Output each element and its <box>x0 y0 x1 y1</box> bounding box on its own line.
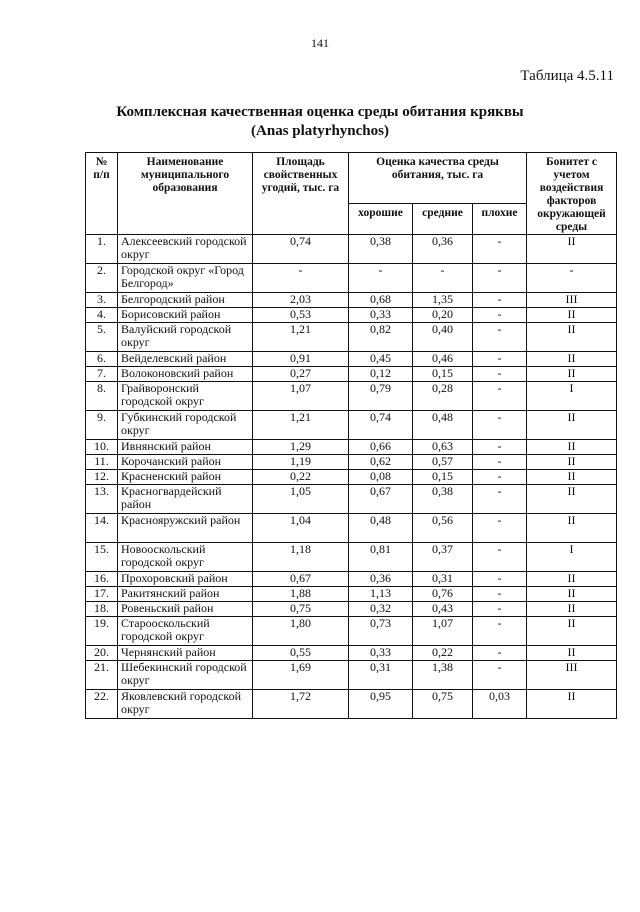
row-good: 0,67 <box>349 485 413 514</box>
row-good: 0,66 <box>349 440 413 455</box>
row-medium: 0,76 <box>413 587 473 602</box>
row-bonitet: III <box>527 661 617 690</box>
row-name: Валуйский городской округ <box>118 323 253 352</box>
row-area: 1,18 <box>253 543 349 572</box>
row-bonitet: II <box>527 235 617 264</box>
row-bad: - <box>473 587 527 602</box>
table-row <box>86 308 617 323</box>
row-bonitet: II <box>527 323 617 352</box>
row-bonitet: I <box>527 382 617 411</box>
row-medium: 0,40 <box>413 323 473 352</box>
row-bad: - <box>473 308 527 323</box>
row-good: 0,36 <box>349 572 413 587</box>
row-good: 0,48 <box>349 514 413 543</box>
row-area: 1,80 <box>253 617 349 646</box>
row-area: 0,67 <box>253 572 349 587</box>
row-name: Красненский район <box>118 470 253 485</box>
row-good: 0,62 <box>349 455 413 470</box>
table-body <box>86 235 617 719</box>
row-name: Ивнянский район <box>118 440 253 455</box>
row-good: 0,38 <box>349 235 413 264</box>
row-bad: - <box>473 646 527 661</box>
table-title <box>0 103 640 141</box>
row-name: Старооскольский городской округ <box>118 617 253 646</box>
row-name: Яковлевский городской округ <box>118 690 253 719</box>
row-bonitet: II <box>527 455 617 470</box>
row-number: 13. <box>86 485 118 514</box>
row-good: 0,79 <box>349 382 413 411</box>
row-medium: 0,36 <box>413 235 473 264</box>
header-quality: Оценка качества среды обитания, тыс. га <box>349 153 527 204</box>
row-bad: - <box>473 485 527 514</box>
row-area: 0,91 <box>253 352 349 367</box>
table-row <box>86 264 617 293</box>
row-bad: - <box>473 514 527 543</box>
row-medium: 0,75 <box>413 690 473 719</box>
table-row <box>86 602 617 617</box>
row-good: 0,32 <box>349 602 413 617</box>
row-medium: - <box>413 264 473 293</box>
row-good: 0,68 <box>349 293 413 308</box>
row-area: 0,22 <box>253 470 349 485</box>
table-row <box>86 455 617 470</box>
row-number: 22. <box>86 690 118 719</box>
table-row <box>86 661 617 690</box>
row-good: 0,33 <box>349 646 413 661</box>
table-row <box>86 572 617 587</box>
row-number: 1. <box>86 235 118 264</box>
row-bad: - <box>473 411 527 440</box>
row-number: 4. <box>86 308 118 323</box>
row-good: 0,82 <box>349 323 413 352</box>
row-number: 8. <box>86 382 118 411</box>
row-good: 0,81 <box>349 543 413 572</box>
row-name: Чернянский район <box>118 646 253 661</box>
table-row <box>86 367 617 382</box>
row-bonitet: III <box>527 293 617 308</box>
row-number: 14. <box>86 514 118 543</box>
table-row <box>86 352 617 367</box>
page-number: 141 <box>311 36 329 50</box>
row-bad: - <box>473 382 527 411</box>
row-area: 1,69 <box>253 661 349 690</box>
row-bad: - <box>473 455 527 470</box>
table-row <box>86 690 617 719</box>
row-bonitet: II <box>527 587 617 602</box>
title-line-1: Комплексная качественная оценка среды обитания кряквы <box>116 104 524 120</box>
row-bonitet: II <box>527 470 617 485</box>
row-bonitet: II <box>527 367 617 382</box>
row-number: 17. <box>86 587 118 602</box>
row-number: 15. <box>86 543 118 572</box>
row-name: Шебекинский городской округ <box>118 661 253 690</box>
row-good: 0,31 <box>349 661 413 690</box>
row-bad: - <box>473 543 527 572</box>
row-bad: - <box>473 367 527 382</box>
table-row <box>86 514 617 543</box>
table-row <box>86 485 617 514</box>
title-line-2: (Anas platyrhynchos) <box>251 123 389 139</box>
table-row <box>86 235 617 264</box>
table-row <box>86 543 617 572</box>
row-number: 5. <box>86 323 118 352</box>
table-row <box>86 323 617 352</box>
row-area: 1,21 <box>253 411 349 440</box>
table-row <box>86 293 617 308</box>
row-bad: 0,03 <box>473 690 527 719</box>
row-area: - <box>253 264 349 293</box>
row-area: 0,74 <box>253 235 349 264</box>
row-number: 21. <box>86 661 118 690</box>
row-area: 0,55 <box>253 646 349 661</box>
row-bonitet: II <box>527 514 617 543</box>
header-medium: средние <box>413 204 473 235</box>
row-name: Ровеньский район <box>118 602 253 617</box>
row-bad: - <box>473 617 527 646</box>
row-medium: 1,35 <box>413 293 473 308</box>
row-area: 1,29 <box>253 440 349 455</box>
table-row <box>86 587 617 602</box>
row-bonitet: II <box>527 690 617 719</box>
row-good: 0,95 <box>349 690 413 719</box>
header-area: Площадь свойственных угодий, тыс. га <box>253 153 349 235</box>
row-area: 1,21 <box>253 323 349 352</box>
row-name: Алексеевский городской округ <box>118 235 253 264</box>
row-name: Городской округ «Город Белгород» <box>118 264 253 293</box>
row-number: 6. <box>86 352 118 367</box>
row-name: Новооскольский городской округ <box>118 543 253 572</box>
row-bonitet: II <box>527 352 617 367</box>
row-number: 16. <box>86 572 118 587</box>
row-number: 11. <box>86 455 118 470</box>
row-medium: 0,22 <box>413 646 473 661</box>
row-medium: 1,38 <box>413 661 473 690</box>
row-number: 3. <box>86 293 118 308</box>
row-name: Белгородский район <box>118 293 253 308</box>
row-medium: 0,15 <box>413 367 473 382</box>
table-row <box>86 382 617 411</box>
header-bad: плохие <box>473 204 527 235</box>
row-bonitet: II <box>527 485 617 514</box>
row-number: 9. <box>86 411 118 440</box>
row-name: Борисовский район <box>118 308 253 323</box>
row-bad: - <box>473 293 527 308</box>
row-number: 12. <box>86 470 118 485</box>
row-name: Волоконовский район <box>118 367 253 382</box>
row-bonitet: II <box>527 440 617 455</box>
row-area: 1,05 <box>253 485 349 514</box>
row-number: 19. <box>86 617 118 646</box>
row-name: Прохоровский район <box>118 572 253 587</box>
row-bad: - <box>473 470 527 485</box>
row-name: Вейделевский район <box>118 352 253 367</box>
header-name: Наименование муниципального образования <box>118 153 253 235</box>
row-area: 1,72 <box>253 690 349 719</box>
row-medium: 1,07 <box>413 617 473 646</box>
row-area: 0,53 <box>253 308 349 323</box>
table-row <box>86 646 617 661</box>
row-name: Губкинский городской округ <box>118 411 253 440</box>
row-good: 0,73 <box>349 617 413 646</box>
row-medium: 0,31 <box>413 572 473 587</box>
row-number: 7. <box>86 367 118 382</box>
row-area: 0,27 <box>253 367 349 382</box>
row-name: Ракитянский район <box>118 587 253 602</box>
row-area: 1,88 <box>253 587 349 602</box>
row-area: 1,19 <box>253 455 349 470</box>
row-good: 0,45 <box>349 352 413 367</box>
table-caption: Таблица 4.5.11 <box>520 68 614 84</box>
row-area: 1,04 <box>253 514 349 543</box>
row-good: 0,08 <box>349 470 413 485</box>
table-row <box>86 440 617 455</box>
row-bonitet: II <box>527 308 617 323</box>
row-bad: - <box>473 661 527 690</box>
row-medium: 0,43 <box>413 602 473 617</box>
row-number: 20. <box>86 646 118 661</box>
row-bonitet: - <box>527 264 617 293</box>
row-name: Красногвардейский район <box>118 485 253 514</box>
row-medium: 0,56 <box>413 514 473 543</box>
row-medium: 0,37 <box>413 543 473 572</box>
row-medium: 0,57 <box>413 455 473 470</box>
row-bonitet: I <box>527 543 617 572</box>
row-bad: - <box>473 264 527 293</box>
row-bad: - <box>473 352 527 367</box>
row-bonitet: II <box>527 646 617 661</box>
row-bad: - <box>473 572 527 587</box>
row-number: 18. <box>86 602 118 617</box>
row-good: 0,33 <box>349 308 413 323</box>
row-medium: 0,46 <box>413 352 473 367</box>
row-medium: 0,20 <box>413 308 473 323</box>
row-bonitet: II <box>527 411 617 440</box>
row-medium: 0,28 <box>413 382 473 411</box>
row-name: Грайворонский городской округ <box>118 382 253 411</box>
row-number: 10. <box>86 440 118 455</box>
row-medium: 0,38 <box>413 485 473 514</box>
habitat-quality-table <box>85 152 617 719</box>
row-medium: 0,15 <box>413 470 473 485</box>
table-row <box>86 617 617 646</box>
row-bonitet: II <box>527 602 617 617</box>
row-number: 2. <box>86 264 118 293</box>
row-bad: - <box>473 235 527 264</box>
row-bad: - <box>473 323 527 352</box>
row-bad: - <box>473 440 527 455</box>
row-good: 0,12 <box>349 367 413 382</box>
row-good: 1,13 <box>349 587 413 602</box>
row-name: Краснояружский район <box>118 514 253 543</box>
header-num: № п/п <box>86 153 118 235</box>
row-good: 0,74 <box>349 411 413 440</box>
row-area: 0,75 <box>253 602 349 617</box>
header-bonitet: Бонитет с учетом воздействия факторов окружающей среды <box>527 153 617 235</box>
header-good: хорошие <box>349 204 413 235</box>
row-medium: 0,63 <box>413 440 473 455</box>
row-medium: 0,48 <box>413 411 473 440</box>
table-row <box>86 470 617 485</box>
row-bad: - <box>473 602 527 617</box>
row-bonitet: II <box>527 617 617 646</box>
table-row <box>86 411 617 440</box>
row-area: 2,03 <box>253 293 349 308</box>
row-good: - <box>349 264 413 293</box>
row-bonitet: II <box>527 572 617 587</box>
row-area: 1,07 <box>253 382 349 411</box>
row-name: Корочанский район <box>118 455 253 470</box>
